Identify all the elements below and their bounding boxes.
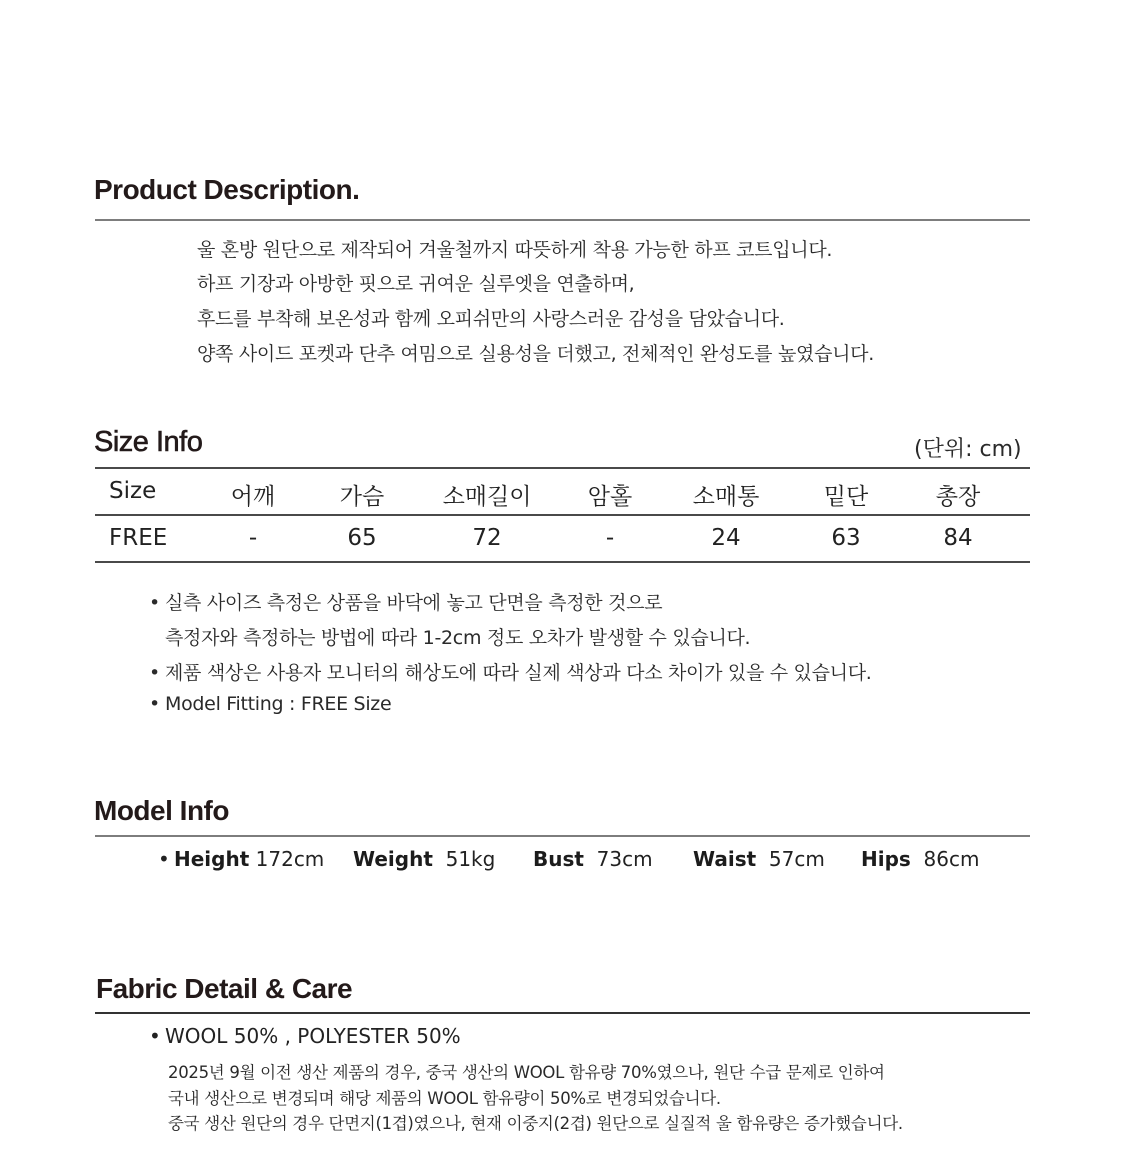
description-line: 하프 기장과 아방한 핏으로 귀여운 실루엣을 연출하며,	[197, 273, 635, 295]
model-hips	[861, 847, 979, 871]
product-description-title: Product Description.	[94, 174, 360, 205]
bullet-icon: •	[158, 847, 170, 871]
composition-text: WOOL 50% , POLYESTER 50%	[165, 1024, 461, 1048]
model-info-title: Model Info	[94, 795, 229, 826]
size-table-header-rule	[95, 514, 1030, 516]
column-header: 소매통	[692, 484, 760, 510]
model-bust	[533, 847, 653, 871]
table-cell: -	[248, 525, 258, 551]
model-value: 86cm	[923, 847, 980, 871]
note-item	[149, 588, 662, 615]
product-description-divider	[95, 219, 1030, 221]
model-waist	[693, 847, 825, 871]
note-item	[149, 658, 872, 685]
table-cell: -	[605, 525, 615, 551]
fabric-detail-line: 중국 생산 원단의 경우 단면지(1겹)였으나, 현재 이중지(2겹) 원단으로 실질적 울 함유량은 증가했습니다.	[168, 1114, 903, 1133]
note-text: 제품 색상은 사용자 모니터의 해상도에 따라 실제 색상과 다소 차이가 있을 수 있습니다.	[165, 662, 872, 684]
table-cell: 63	[831, 525, 861, 551]
table-cell: 65	[347, 525, 377, 551]
fabric-composition	[149, 1024, 461, 1048]
column-header: 총장	[935, 484, 981, 510]
fabric-detail-line: 국내 생산으로 변경되며 해당 제품의 WOOL 함유량이 50%로 변경되었습니다.	[168, 1089, 721, 1108]
column-header: 암홀	[587, 484, 633, 510]
fabric-title: Fabric Detail & Care	[96, 973, 353, 1004]
model-weight	[353, 847, 495, 871]
model-label: Hips	[861, 847, 911, 871]
column-header: 소매길이	[442, 484, 532, 510]
table-cell: 84	[943, 525, 973, 551]
unit-label: (단위: cm)	[914, 437, 1022, 462]
size-info-title: Size Info	[94, 426, 203, 458]
note-text: Model Fitting : FREE Size	[165, 693, 392, 715]
fabric-divider	[95, 1012, 1030, 1014]
note-item-continued: 측정자와 측정하는 방법에 따라 1-2cm 정도 오차가 발생할 수 있습니다.	[165, 627, 751, 649]
model-label: Waist	[693, 847, 757, 871]
description-line: 후드를 부착해 보온성과 함께 오피쉬만의 사랑스러운 감성을 담았습니다.	[197, 308, 785, 330]
model-label: Bust	[533, 847, 584, 871]
note-text: 실측 사이즈 측정은 상품을 바닥에 놓고 단면을 측정한 것으로	[165, 592, 663, 614]
fabric-detail-line: 2025년 9월 이전 생산 제품의 경우, 중국 생산의 WOOL 함유량 70%였으나, 원단 수급 문제로 인하여	[168, 1063, 885, 1082]
description-line: 양쪽 사이드 포켓과 단추 여밈으로 실용성을 더했고, 전체적인 완성도를 높였습니다.	[197, 343, 874, 365]
bullet-icon: •	[149, 662, 160, 684]
model-value: 57cm	[768, 847, 825, 871]
bullet-icon: •	[149, 592, 160, 614]
size-table-top-rule	[95, 467, 1030, 469]
model-value: 73cm	[596, 847, 653, 871]
table-cell: 24	[711, 525, 741, 551]
bullet-icon: •	[149, 693, 160, 715]
bullet-icon: •	[149, 1024, 161, 1048]
model-label: Height	[174, 847, 250, 871]
model-info-divider	[95, 835, 1030, 837]
column-header: 어깨	[230, 484, 276, 510]
description-line: 울 혼방 원단으로 제작되어 겨울철까지 따뜻하게 착용 가능한 하프 코트입니다.	[197, 239, 833, 261]
note-item	[149, 693, 391, 715]
table-cell: 72	[472, 525, 502, 551]
column-header: 밑단	[823, 484, 869, 510]
column-header: 가슴	[339, 484, 385, 510]
size-table-bottom-rule	[95, 561, 1030, 563]
column-header: Size	[109, 478, 157, 504]
model-value: 172cm	[255, 847, 325, 871]
model-value: 51kg	[445, 847, 496, 871]
model-label: Weight	[353, 847, 433, 871]
model-height	[158, 847, 324, 871]
table-cell: FREE	[109, 525, 168, 551]
